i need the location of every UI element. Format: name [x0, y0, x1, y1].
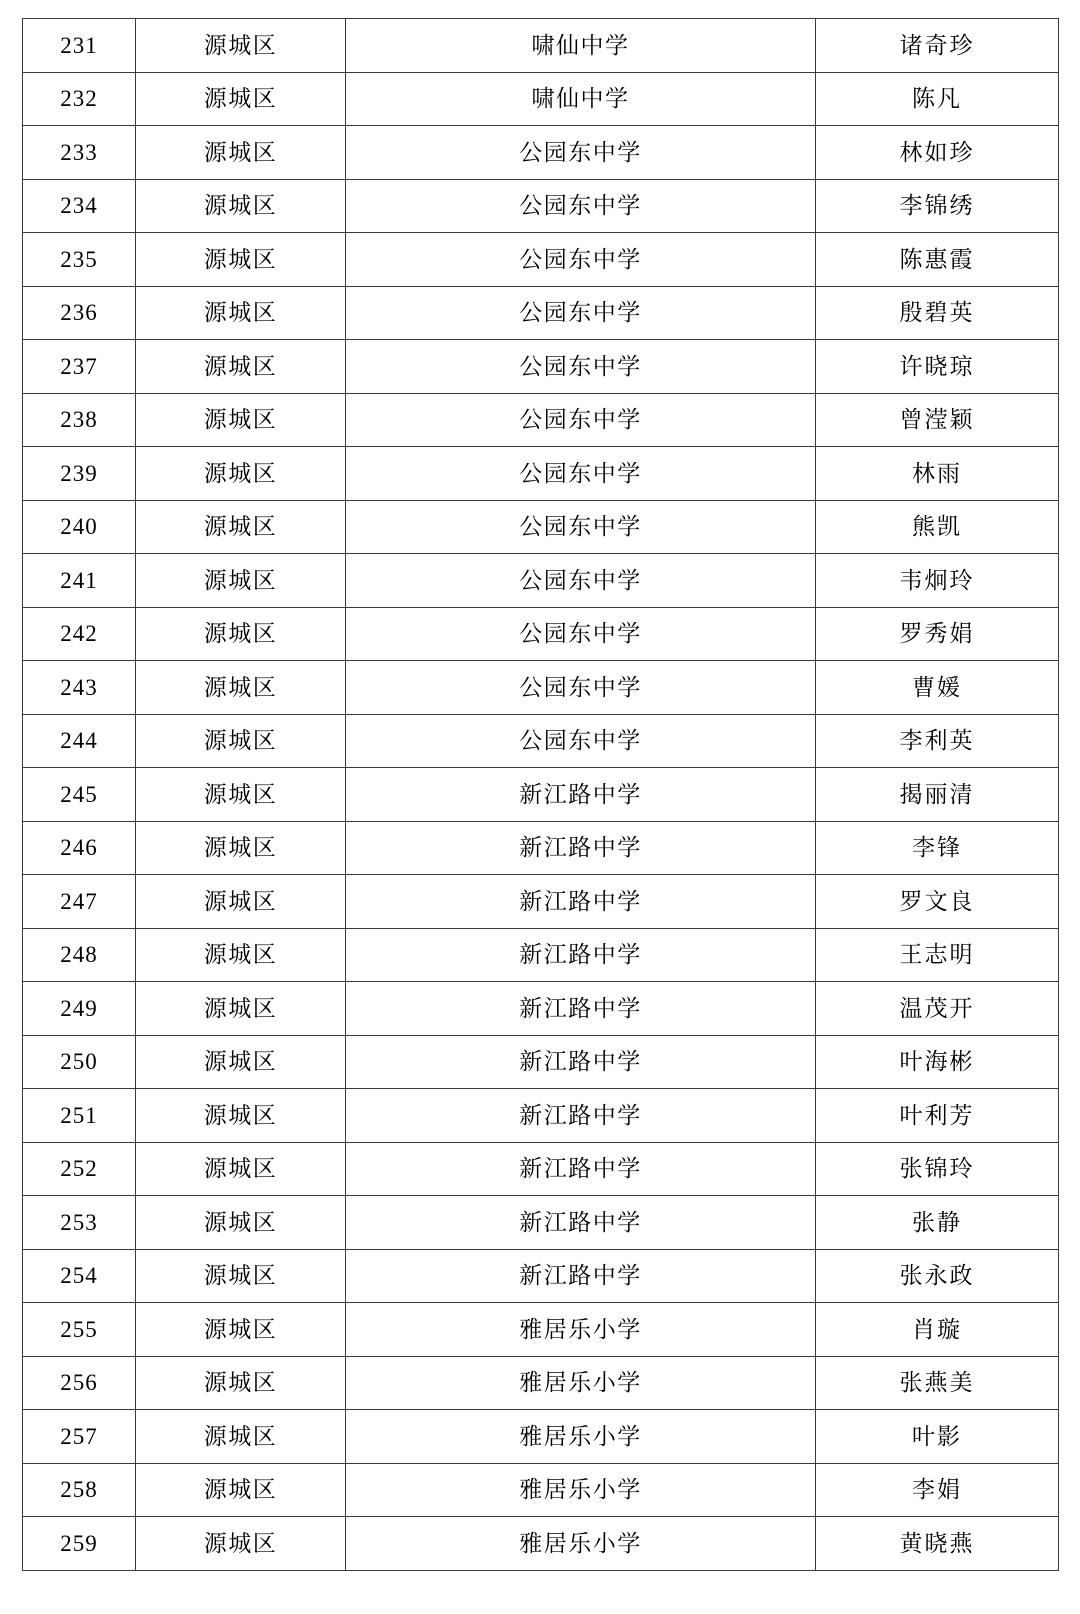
row-index: 250 — [23, 1035, 136, 1089]
row-name: 陈惠霞 — [816, 233, 1059, 287]
row-name: 黄晓燕 — [816, 1517, 1059, 1571]
row-school: 新江路中学 — [346, 1196, 816, 1250]
row-index: 240 — [23, 500, 136, 554]
row-name: 李锦绣 — [816, 179, 1059, 233]
row-index: 231 — [23, 19, 136, 73]
row-district: 源城区 — [136, 500, 346, 554]
table-row — [23, 768, 1059, 822]
table-row — [23, 447, 1059, 501]
row-index: 237 — [23, 340, 136, 394]
row-school: 公园东中学 — [346, 233, 816, 287]
row-index: 255 — [23, 1303, 136, 1357]
row-name: 王志明 — [816, 928, 1059, 982]
row-index: 243 — [23, 661, 136, 715]
row-name: 张静 — [816, 1196, 1059, 1250]
row-district: 源城区 — [136, 286, 346, 340]
row-name: 张永政 — [816, 1249, 1059, 1303]
row-name: 叶利芳 — [816, 1089, 1059, 1143]
table-row — [23, 1517, 1059, 1571]
row-district: 源城区 — [136, 1303, 346, 1357]
row-district: 源城区 — [136, 1410, 346, 1464]
row-name: 李锋 — [816, 821, 1059, 875]
row-school: 新江路中学 — [346, 1089, 816, 1143]
row-district: 源城区 — [136, 1196, 346, 1250]
table-row — [23, 393, 1059, 447]
table-row — [23, 1089, 1059, 1143]
table-row — [23, 1142, 1059, 1196]
row-index: 249 — [23, 982, 136, 1036]
row-school: 雅居乐小学 — [346, 1463, 816, 1517]
row-school: 雅居乐小学 — [346, 1303, 816, 1357]
row-index: 251 — [23, 1089, 136, 1143]
row-name: 殷碧英 — [816, 286, 1059, 340]
row-district: 源城区 — [136, 768, 346, 822]
row-name: 曹媛 — [816, 661, 1059, 715]
row-name: 曾滢颖 — [816, 393, 1059, 447]
row-index: 238 — [23, 393, 136, 447]
row-index: 233 — [23, 126, 136, 180]
row-district: 源城区 — [136, 714, 346, 768]
row-name: 林如珍 — [816, 126, 1059, 180]
row-name: 张燕美 — [816, 1356, 1059, 1410]
row-index: 236 — [23, 286, 136, 340]
row-district: 源城区 — [136, 19, 346, 73]
row-index: 241 — [23, 554, 136, 608]
row-name: 林雨 — [816, 447, 1059, 501]
row-index: 246 — [23, 821, 136, 875]
row-school: 新江路中学 — [346, 982, 816, 1036]
row-school: 公园东中学 — [346, 286, 816, 340]
row-school: 新江路中学 — [346, 768, 816, 822]
row-name: 叶海彬 — [816, 1035, 1059, 1089]
row-index: 245 — [23, 768, 136, 822]
row-name: 罗文良 — [816, 875, 1059, 929]
row-school: 啸仙中学 — [346, 72, 816, 126]
table-row — [23, 179, 1059, 233]
row-school: 公园东中学 — [346, 179, 816, 233]
row-index: 234 — [23, 179, 136, 233]
row-district: 源城区 — [136, 875, 346, 929]
row-district: 源城区 — [136, 1142, 346, 1196]
row-school: 新江路中学 — [346, 928, 816, 982]
row-name: 许晓琼 — [816, 340, 1059, 394]
row-district: 源城区 — [136, 661, 346, 715]
row-school: 公园东中学 — [346, 447, 816, 501]
row-school: 啸仙中学 — [346, 19, 816, 73]
table-row — [23, 982, 1059, 1036]
row-district: 源城区 — [136, 1089, 346, 1143]
row-district: 源城区 — [136, 447, 346, 501]
row-district: 源城区 — [136, 1356, 346, 1410]
row-name: 张锦玲 — [816, 1142, 1059, 1196]
row-name: 李娟 — [816, 1463, 1059, 1517]
table-row — [23, 19, 1059, 73]
row-name: 叶影 — [816, 1410, 1059, 1464]
row-index: 235 — [23, 233, 136, 287]
row-school: 雅居乐小学 — [346, 1356, 816, 1410]
row-name: 肖璇 — [816, 1303, 1059, 1357]
row-district: 源城区 — [136, 393, 346, 447]
row-district: 源城区 — [136, 1249, 346, 1303]
row-name: 熊凯 — [816, 500, 1059, 554]
table-row — [23, 554, 1059, 608]
table-row — [23, 875, 1059, 929]
row-index: 258 — [23, 1463, 136, 1517]
row-district: 源城区 — [136, 72, 346, 126]
row-school: 新江路中学 — [346, 1142, 816, 1196]
table-row — [23, 1249, 1059, 1303]
row-school: 公园东中学 — [346, 340, 816, 394]
row-school: 新江路中学 — [346, 821, 816, 875]
row-school: 公园东中学 — [346, 126, 816, 180]
row-name: 罗秀娟 — [816, 607, 1059, 661]
row-district: 源城区 — [136, 554, 346, 608]
table-row — [23, 1356, 1059, 1410]
row-school: 新江路中学 — [346, 1035, 816, 1089]
row-school: 公园东中学 — [346, 714, 816, 768]
row-district: 源城区 — [136, 340, 346, 394]
row-index: 242 — [23, 607, 136, 661]
table-row — [23, 1035, 1059, 1089]
row-district: 源城区 — [136, 928, 346, 982]
row-school: 新江路中学 — [346, 1249, 816, 1303]
row-index: 232 — [23, 72, 136, 126]
row-district: 源城区 — [136, 1517, 346, 1571]
row-school: 公园东中学 — [346, 554, 816, 608]
table-row — [23, 1410, 1059, 1464]
row-school: 公园东中学 — [346, 393, 816, 447]
row-school: 公园东中学 — [346, 661, 816, 715]
table-row — [23, 1196, 1059, 1250]
row-district: 源城区 — [136, 821, 346, 875]
row-district: 源城区 — [136, 233, 346, 287]
row-district: 源城区 — [136, 607, 346, 661]
table-row — [23, 821, 1059, 875]
table-row — [23, 1303, 1059, 1357]
row-index: 244 — [23, 714, 136, 768]
row-name: 李利英 — [816, 714, 1059, 768]
table-row — [23, 928, 1059, 982]
table-row — [23, 233, 1059, 287]
row-index: 239 — [23, 447, 136, 501]
row-index: 257 — [23, 1410, 136, 1464]
row-name: 温茂开 — [816, 982, 1059, 1036]
table-row — [23, 72, 1059, 126]
row-index: 259 — [23, 1517, 136, 1571]
table-row — [23, 607, 1059, 661]
row-name: 韦炯玲 — [816, 554, 1059, 608]
row-index: 253 — [23, 1196, 136, 1250]
row-index: 256 — [23, 1356, 136, 1410]
row-school: 新江路中学 — [346, 875, 816, 929]
row-index: 252 — [23, 1142, 136, 1196]
row-school: 公园东中学 — [346, 607, 816, 661]
table-row — [23, 286, 1059, 340]
roster-table — [22, 18, 1059, 1571]
table-row — [23, 500, 1059, 554]
table-row — [23, 661, 1059, 715]
row-district: 源城区 — [136, 1463, 346, 1517]
table-row — [23, 714, 1059, 768]
row-name: 陈凡 — [816, 72, 1059, 126]
row-district: 源城区 — [136, 126, 346, 180]
row-school: 雅居乐小学 — [346, 1410, 816, 1464]
row-name: 揭丽清 — [816, 768, 1059, 822]
row-index: 247 — [23, 875, 136, 929]
row-index: 248 — [23, 928, 136, 982]
row-name: 诸奇珍 — [816, 19, 1059, 73]
table-row — [23, 126, 1059, 180]
row-school: 雅居乐小学 — [346, 1517, 816, 1571]
row-school: 公园东中学 — [346, 500, 816, 554]
row-district: 源城区 — [136, 1035, 346, 1089]
table-row — [23, 1463, 1059, 1517]
row-index: 254 — [23, 1249, 136, 1303]
roster-table-body — [23, 19, 1059, 1571]
row-district: 源城区 — [136, 982, 346, 1036]
table-row — [23, 340, 1059, 394]
row-district: 源城区 — [136, 179, 346, 233]
